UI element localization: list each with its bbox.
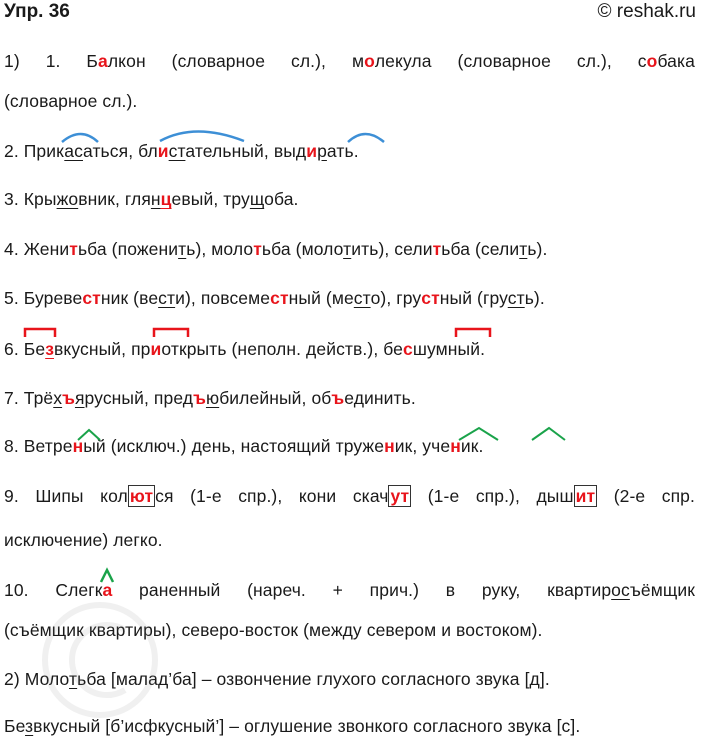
exercise-title: Упр. 36 [4, 1, 70, 22]
highlight: т [253, 239, 262, 259]
text: ный (гру [439, 288, 508, 308]
underlined: з [25, 716, 34, 736]
text: открыть (неполн. действ.), бе [161, 339, 404, 359]
boxed-ending: ют [129, 486, 154, 506]
highlight: и [157, 141, 169, 161]
underlined: т [519, 239, 528, 259]
line-7 [4, 386, 695, 410]
underlined: т [178, 239, 187, 259]
text: ъёмщик [629, 580, 695, 600]
text: 5. Буреве [4, 288, 83, 308]
text: билейный, об [219, 388, 332, 408]
text: а [185, 141, 195, 161]
text: о), гру [370, 288, 422, 308]
line-1 [4, 49, 695, 73]
text: ник (ве [100, 288, 159, 308]
text: тельный, выд [194, 141, 307, 161]
text: русный, пред [84, 388, 194, 408]
text: 10. Слегк [4, 580, 103, 600]
highlight: и [150, 339, 162, 359]
line-4 [4, 237, 695, 261]
underlined: ст [507, 288, 525, 308]
text: лекула (словарное сл.), с [374, 51, 647, 71]
text: 3. Кры [4, 189, 57, 209]
underlined: ос [611, 580, 630, 600]
line-10-cont: (съёмщик квартиры), северо-восток (между севером и востоком). [4, 620, 543, 640]
highlight: о [646, 51, 658, 71]
line-11 [4, 667, 695, 691]
underlined: х [53, 388, 63, 408]
text: шумный. [412, 339, 486, 359]
highlight: с [403, 339, 413, 359]
text: раненный (нареч. + прич.) в руку, квартир [139, 580, 612, 600]
text: ьба (сели [441, 239, 520, 259]
underlined: р [317, 141, 327, 161]
highlight: т [69, 239, 78, 259]
text: ться, бл [92, 141, 158, 161]
highlight: з [45, 339, 54, 359]
text: бака [657, 51, 695, 71]
boxed-ending: ит [575, 486, 596, 506]
text: (1-е спр.), дыш [427, 486, 574, 506]
underlined: т [69, 669, 78, 689]
text: ик. [460, 436, 484, 456]
underlined [57, 189, 79, 209]
boxed-ending: ут [390, 486, 410, 506]
text: 8. Ветре [4, 436, 73, 456]
highlight: ъ [62, 388, 75, 408]
text: 7. Трё [4, 388, 54, 408]
text: ьба (моло [261, 239, 344, 259]
text: ьба [малад’ба] – озвончение глухого согласного звука [д]. [77, 669, 550, 689]
highlight: н [72, 436, 84, 456]
underlined: т [343, 239, 352, 259]
text: вкусный, пр [54, 339, 151, 359]
highlight: ц [160, 189, 172, 209]
highlight: ст [421, 288, 440, 308]
text: и), повсеме [175, 288, 271, 308]
highlight: а [102, 580, 113, 600]
text: ь). [524, 288, 545, 308]
underlined: н [150, 189, 161, 209]
highlight: н [384, 436, 395, 456]
underlined: ст [168, 141, 186, 161]
text: 9. Шипы кол [4, 486, 128, 506]
underlined: я [74, 388, 85, 408]
text: лкон (словарное сл.), м [107, 51, 365, 71]
highlight: и [306, 141, 318, 161]
highlight: н [450, 436, 461, 456]
prefix-bracket [456, 329, 490, 337]
text: ик, уче [394, 436, 451, 456]
text: 2. Прик [4, 141, 65, 161]
text: а [82, 141, 93, 161]
site-credit[interactable]: © reshak.ru [597, 1, 696, 22]
line-9 [4, 484, 695, 508]
text: 2) Моло [4, 669, 70, 689]
text: оба. [264, 189, 299, 209]
prefix-bracket [25, 329, 55, 337]
line-10 [4, 578, 695, 602]
text: ьба (пожени [77, 239, 179, 259]
text: ный (ме [288, 288, 354, 308]
highlight: о [364, 51, 375, 71]
text: Бе [4, 716, 26, 736]
line-5 [4, 286, 695, 310]
text: 1) 1. Б [4, 51, 99, 71]
text: ь). [527, 239, 548, 259]
highlight: ъ [193, 388, 206, 408]
text: 4. Жени [4, 239, 70, 259]
prefix-bracket [154, 329, 188, 337]
text: евый, тру [171, 189, 250, 209]
text: ить), сели [351, 239, 433, 259]
underlined: ст [158, 288, 176, 308]
highlight: а [98, 51, 108, 71]
highlight: т [432, 239, 442, 259]
underlined: щ [249, 189, 265, 209]
text: 6. Бе [4, 339, 46, 359]
text: (2-е спр. [613, 486, 695, 506]
text: ь), моло [186, 239, 254, 259]
text: единить. [344, 388, 416, 408]
line-6 [4, 337, 695, 361]
highlight: ъ [331, 388, 345, 408]
text: ый (исключ.) день, настоящий труже [83, 436, 385, 456]
highlight: ст [270, 288, 289, 308]
line-1-cont: (словарное сл.). [4, 91, 138, 111]
line-3 [4, 187, 695, 211]
text: вкусный [б’исфкусный’] – оглушение звонкого согласного звука [с]. [33, 716, 581, 736]
text: вник, гля [78, 189, 151, 209]
line-2 [4, 139, 695, 163]
line-8 [4, 434, 695, 458]
underlined: ст [353, 288, 371, 308]
text: жо [56, 189, 79, 209]
highlight: ст [82, 288, 101, 308]
line-12 [4, 714, 695, 738]
line-9-cont: исключение) легко. [4, 530, 163, 550]
text: а [326, 141, 337, 161]
text: ть. [336, 141, 359, 161]
underlined: ю [205, 388, 220, 408]
text: ся (1-е спр.), кони скач [155, 486, 389, 506]
underlined: ас [64, 141, 83, 161]
